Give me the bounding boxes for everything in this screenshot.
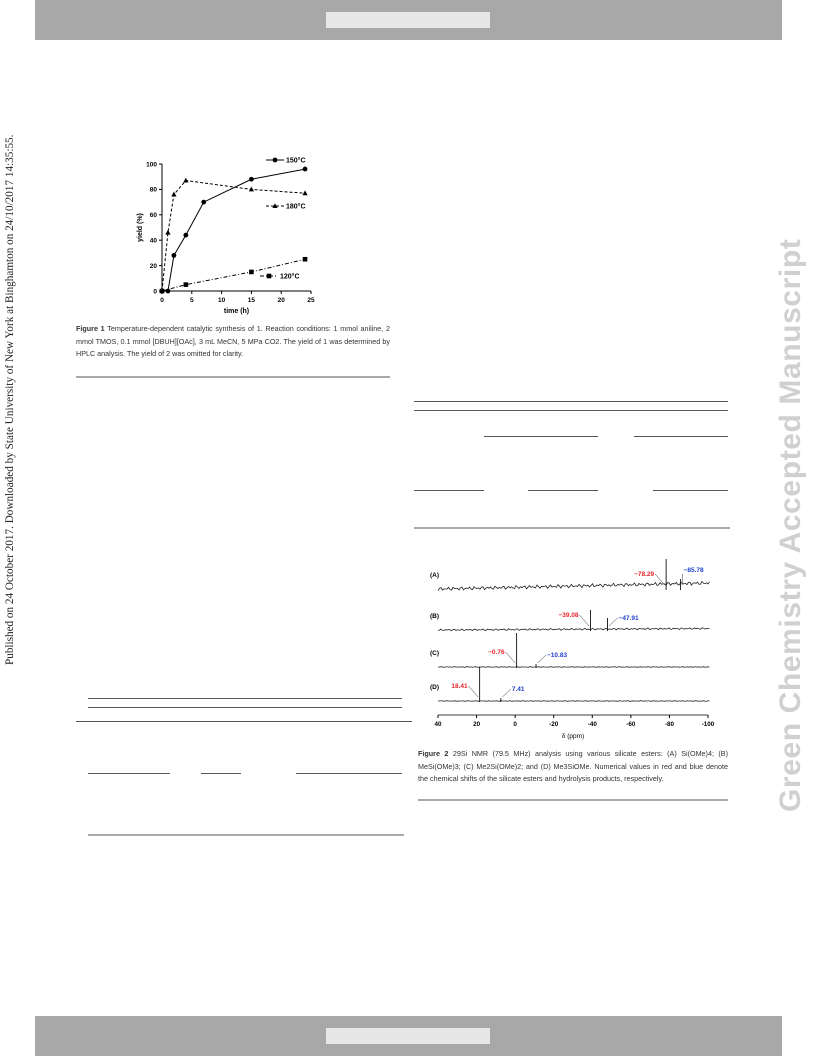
x-tick-label: 0 [160, 297, 164, 304]
figure2-bottom-rule [418, 799, 728, 801]
peak-arrow [506, 652, 516, 663]
data-point [303, 257, 308, 262]
y-tick-label: 100 [146, 161, 157, 169]
left-table-rule-3 [76, 721, 412, 722]
left-table-rule-2 [88, 707, 402, 708]
ppm-tick-label: -100 [701, 721, 715, 728]
figure1-bottom-rule [76, 376, 390, 378]
legend-label: 150°C [286, 157, 306, 165]
legend-marker [267, 274, 272, 279]
spectrum-label: (C) [430, 650, 440, 657]
data-point [249, 270, 254, 275]
ppm-tick-label: -40 [587, 721, 597, 728]
data-point [249, 187, 254, 192]
data-point [249, 177, 254, 182]
right-table-rule-1 [414, 401, 728, 402]
spectrum-baseline [438, 628, 710, 631]
right-table-rule-2 [414, 410, 728, 411]
left-table-bottom-rule [88, 834, 404, 836]
right-table-rule-4c [653, 490, 728, 491]
legend-marker [273, 158, 278, 163]
data-point [165, 230, 170, 235]
publication-side-note: Published on 24 October 2017. Downloaded by State University of New York at Binghamton on 24/10/2017 14:35:55. [4, 134, 16, 665]
x-tick-label: 10 [217, 297, 226, 304]
right-table-rule-3b [634, 436, 728, 437]
spectrum-label: (A) [430, 572, 440, 579]
figure1-caption-text: Temperature-dependent catalytic synthesis of 1. Reaction conditions: 1 mmol aniline, 2 mmol TMOS, 0.1 mmol [DBUH][OAc], 3 mL MeCN, 5 MPa CO2. The yield of 1 was determined by HPLC analysis. The yield of 2 was omitted for clarity. [76, 324, 390, 358]
left-table-rule-4a [88, 773, 170, 774]
ppm-tick-label: -20 [549, 721, 559, 728]
ppm-tick-label: 40 [434, 721, 442, 728]
footer-placeholder [326, 1028, 490, 1044]
ppm-tick-label: 20 [473, 721, 481, 728]
x-tick-label: 20 [277, 297, 285, 304]
ppm-axis-title: δ (ppm) [561, 733, 585, 740]
x-tick-label: 5 [189, 297, 194, 304]
ppm-tick-label: -60 [626, 721, 636, 728]
left-table-rule-1 [88, 698, 402, 699]
spectrum-label: (D) [430, 684, 440, 691]
figure2-caption [418, 748, 728, 786]
accepted-manuscript-watermark: Green Chemistry Accepted Manuscript [774, 238, 807, 812]
peak-arrow [469, 686, 479, 697]
data-point [201, 200, 206, 205]
y-tick-label: 0 [153, 288, 157, 296]
data-point [183, 178, 188, 183]
legend-label: 180°C [286, 203, 306, 211]
header-bar [35, 0, 782, 40]
peak-value-label: −78.29 [634, 571, 655, 578]
spectrum-baseline [438, 701, 710, 702]
peak-arrow [580, 615, 590, 626]
ppm-tick-label: -80 [664, 721, 674, 728]
figure2-label: Figure 2 [418, 749, 449, 758]
figure1-chart [128, 152, 328, 322]
figure1-caption [76, 323, 390, 361]
right-table-bottom-rule [414, 527, 730, 529]
y-tick-label: 60 [149, 212, 157, 220]
figure2-nmr-spectra [428, 555, 722, 743]
spectrum-baseline [438, 667, 710, 668]
figure1-label: Figure 1 [76, 324, 105, 333]
data-point [303, 167, 308, 172]
right-table-rule-3a [484, 436, 598, 437]
header-placeholder [326, 12, 490, 28]
data-point [302, 190, 307, 195]
peak-value-label: 7.41 [511, 686, 525, 693]
peak-value-label: −85.78 [683, 567, 704, 574]
legend-label: 120°C [280, 273, 300, 281]
peak-arrow [502, 689, 511, 697]
x-tick-label: 25 [307, 297, 315, 304]
y-tick-label: 80 [149, 186, 157, 194]
peak-value-label: −0.76 [488, 649, 505, 656]
peak-arrow [538, 655, 547, 663]
x-tick-label: 15 [247, 297, 256, 304]
peak-value-label: −10.83 [547, 652, 568, 659]
peak-value-label: 18.41 [451, 683, 468, 690]
spectrum-label: (B) [430, 613, 440, 620]
data-point [172, 253, 177, 258]
data-point [183, 233, 188, 238]
left-table-rule-4c [296, 773, 402, 774]
y-tick-label: 40 [149, 237, 157, 245]
x-axis-title: time (h) [223, 308, 250, 315]
right-table-rule-4b [528, 490, 598, 491]
footer-bar [35, 1016, 782, 1056]
data-point [184, 282, 189, 287]
peak-arrow [609, 618, 618, 626]
figure2-caption-text: 29Si NMR (79.5 MHz) analysis using various silicate esters: (A) Si(OMe)4; (B) MeSi(OMe)3; (C) Me2Si(OMe)2; and (D) Me3SiOMe. Numerical values in red and blue denote the chemical shifts of the silicate esters and hydrolysis products, respectively. [418, 749, 728, 783]
ppm-tick-label: 0 [513, 721, 517, 728]
spectrum-baseline [438, 581, 710, 590]
data-point [160, 289, 165, 294]
y-axis-title: yield (%) [137, 213, 144, 242]
peak-value-label: −39.08 [558, 612, 579, 619]
y-tick-label: 20 [149, 262, 157, 270]
left-table-rule-4b [201, 773, 241, 774]
peak-value-label: −47.91 [618, 615, 639, 622]
right-table-rule-4a [414, 490, 484, 491]
